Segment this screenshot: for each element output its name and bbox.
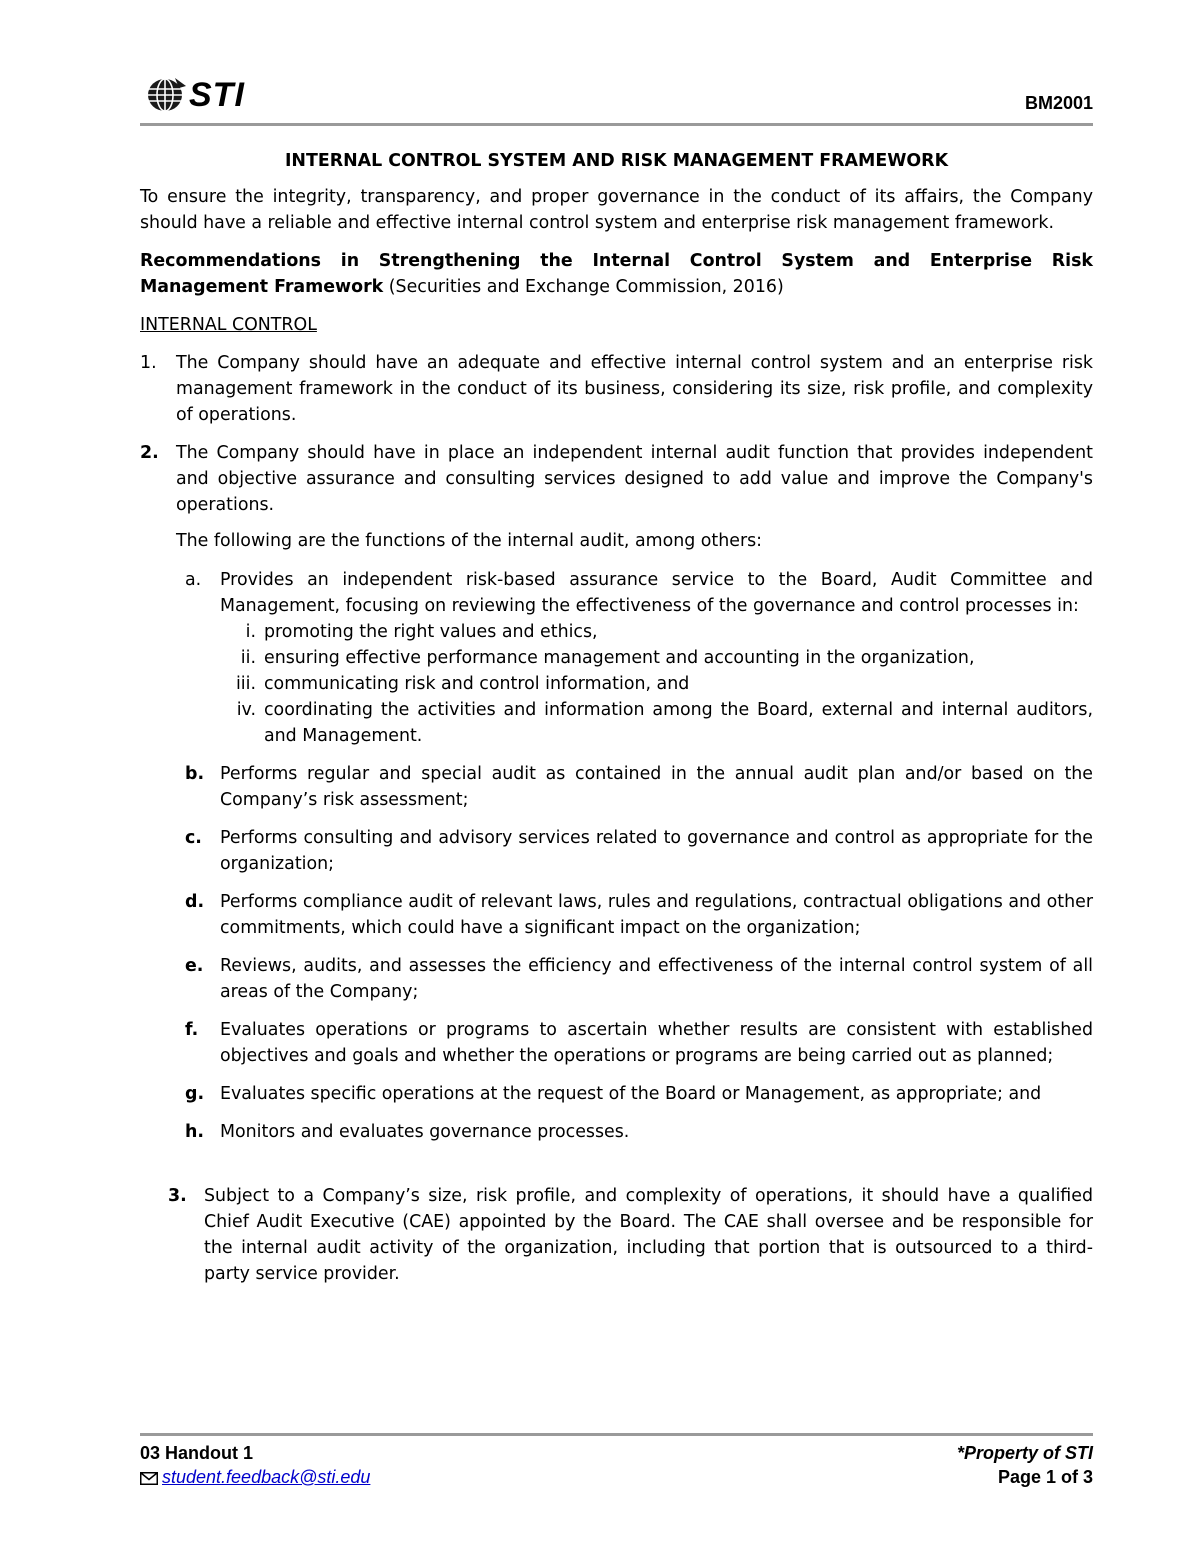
- page-header: [140, 72, 1093, 124]
- function-item-b: [140, 761, 1093, 813]
- function-text: Provides an independent risk-based assurance service to the Board, Audit Committee and Management, focusing on reviewing the effectiveness of the governance and control processes in:: [220, 570, 1093, 616]
- functions-intro: The following are the functions of the internal audit, among others:: [176, 531, 763, 551]
- function-label: a.: [185, 570, 202, 590]
- function-label: e.: [185, 956, 204, 976]
- list-number: 2.: [140, 443, 159, 463]
- section-heading: INTERNAL CONTROL: [140, 315, 317, 335]
- handout-label: 03 Handout 1: [140, 1443, 254, 1463]
- list-number: 3.: [168, 1186, 187, 1206]
- function-item-a: [140, 567, 1093, 619]
- list-item-3: [140, 1183, 1093, 1287]
- list-text: The Company should have an adequate and effective internal control system and an enterprise risk management framework in the conduct of its business, considering its size, risk profile, and complexity of operations.: [176, 353, 1093, 425]
- roman-item-ii: [140, 645, 1093, 671]
- list-item-2: [140, 440, 1093, 518]
- function-text: Performs compliance audit of relevant laws, rules and regulations, contractual obligations and other commitments, which could have a significant impact on the organization;: [220, 892, 1093, 938]
- function-text: Reviews, audits, and assesses the efficiency and effectiveness of the internal control system of all areas of the Company;: [220, 956, 1093, 1002]
- recommendations-citation: (Securities and Exchange Commission, 2016): [383, 277, 784, 297]
- function-item-c: [140, 825, 1093, 877]
- roman-item-i: [140, 619, 1093, 645]
- roman-label: i.: [245, 622, 256, 642]
- function-text: Monitors and evaluates governance processes.: [220, 1122, 630, 1142]
- roman-text: coordinating the activities and information among the Board, external and internal auditors, and Management.: [264, 700, 1093, 746]
- roman-label: ii.: [240, 648, 256, 668]
- document-body: [140, 148, 1093, 1287]
- function-item-e: [140, 953, 1093, 1005]
- function-label: b.: [185, 764, 205, 784]
- function-label: c.: [185, 828, 202, 848]
- function-label: f.: [185, 1020, 199, 1040]
- globe-icon: [145, 76, 187, 114]
- list-text: Subject to a Company’s size, risk profile, and complexity of operations, it should have a qualified Chief Audit Executive (CAE) appointed by the Board. The CAE shall oversee and be responsible for the internal audit activity of the organization, including that portion that is outsourced to a third-party service provider.: [204, 1186, 1093, 1284]
- function-label: h.: [185, 1122, 204, 1142]
- roman-text: ensuring effective performance management and accounting in the organization,: [264, 648, 975, 668]
- function-label: d.: [185, 892, 205, 912]
- page-number: Page 1 of 3: [997, 1467, 1093, 1487]
- roman-label: iv.: [236, 700, 256, 720]
- function-item-g: [140, 1081, 1093, 1107]
- list-item-1: [140, 350, 1093, 428]
- intro-paragraph: To ensure the integrity, transparency, and proper governance in the conduct of its affairs, the Company should have a reliable and effective internal control system and enterprise risk management framework.: [140, 187, 1093, 233]
- function-text: Evaluates specific operations at the request of the Board or Management, as appropriate; and: [220, 1084, 1042, 1104]
- function-text: Performs regular and special audit as contained in the annual audit plan and/or based on the Company’s risk assessment;: [220, 764, 1093, 810]
- envelope-icon: [140, 1472, 158, 1485]
- logo-text: STI: [189, 76, 245, 114]
- page-footer: [140, 1441, 1093, 1491]
- function-item-f: [140, 1017, 1093, 1069]
- property-notice: *Property of STI: [956, 1443, 1093, 1463]
- roman-item-iv: [140, 697, 1093, 749]
- function-item-d: [140, 889, 1093, 941]
- roman-text: communicating risk and control information, and: [264, 674, 690, 694]
- footer-divider: [140, 1433, 1093, 1436]
- function-label: g.: [185, 1084, 205, 1104]
- roman-label: iii.: [235, 674, 256, 694]
- list-number: 1.: [140, 353, 157, 373]
- document-code: BM2001: [1024, 93, 1093, 113]
- function-text: Evaluates operations or programs to ascertain whether results are consistent with established objectives and goals and whether the operations or programs are being carried out as planned;: [220, 1020, 1093, 1066]
- roman-item-iii: [140, 671, 1093, 697]
- function-item-h: [140, 1119, 1093, 1145]
- function-text: Performs consulting and advisory services related to governance and control as appropriate for the organization;: [220, 828, 1093, 874]
- roman-text: promoting the right values and ethics,: [264, 622, 598, 642]
- feedback-email-link[interactable]: student.feedback@sti.edu: [162, 1467, 371, 1487]
- header-divider: [140, 123, 1093, 126]
- recommendations-paragraph: [140, 248, 1093, 300]
- recommendations-heading: Recommendations in Strengthening the Internal Control System and Enterprise Risk Management Framework: [140, 251, 1093, 297]
- document-title: INTERNAL CONTROL SYSTEM AND RISK MANAGEMENT FRAMEWORK: [284, 151, 949, 171]
- sti-logo: [145, 76, 245, 114]
- list-text: The Company should have in place an independent internal audit function that provides independent and objective assurance and consulting services designed to add value and improve the Company's operations.: [176, 443, 1093, 515]
